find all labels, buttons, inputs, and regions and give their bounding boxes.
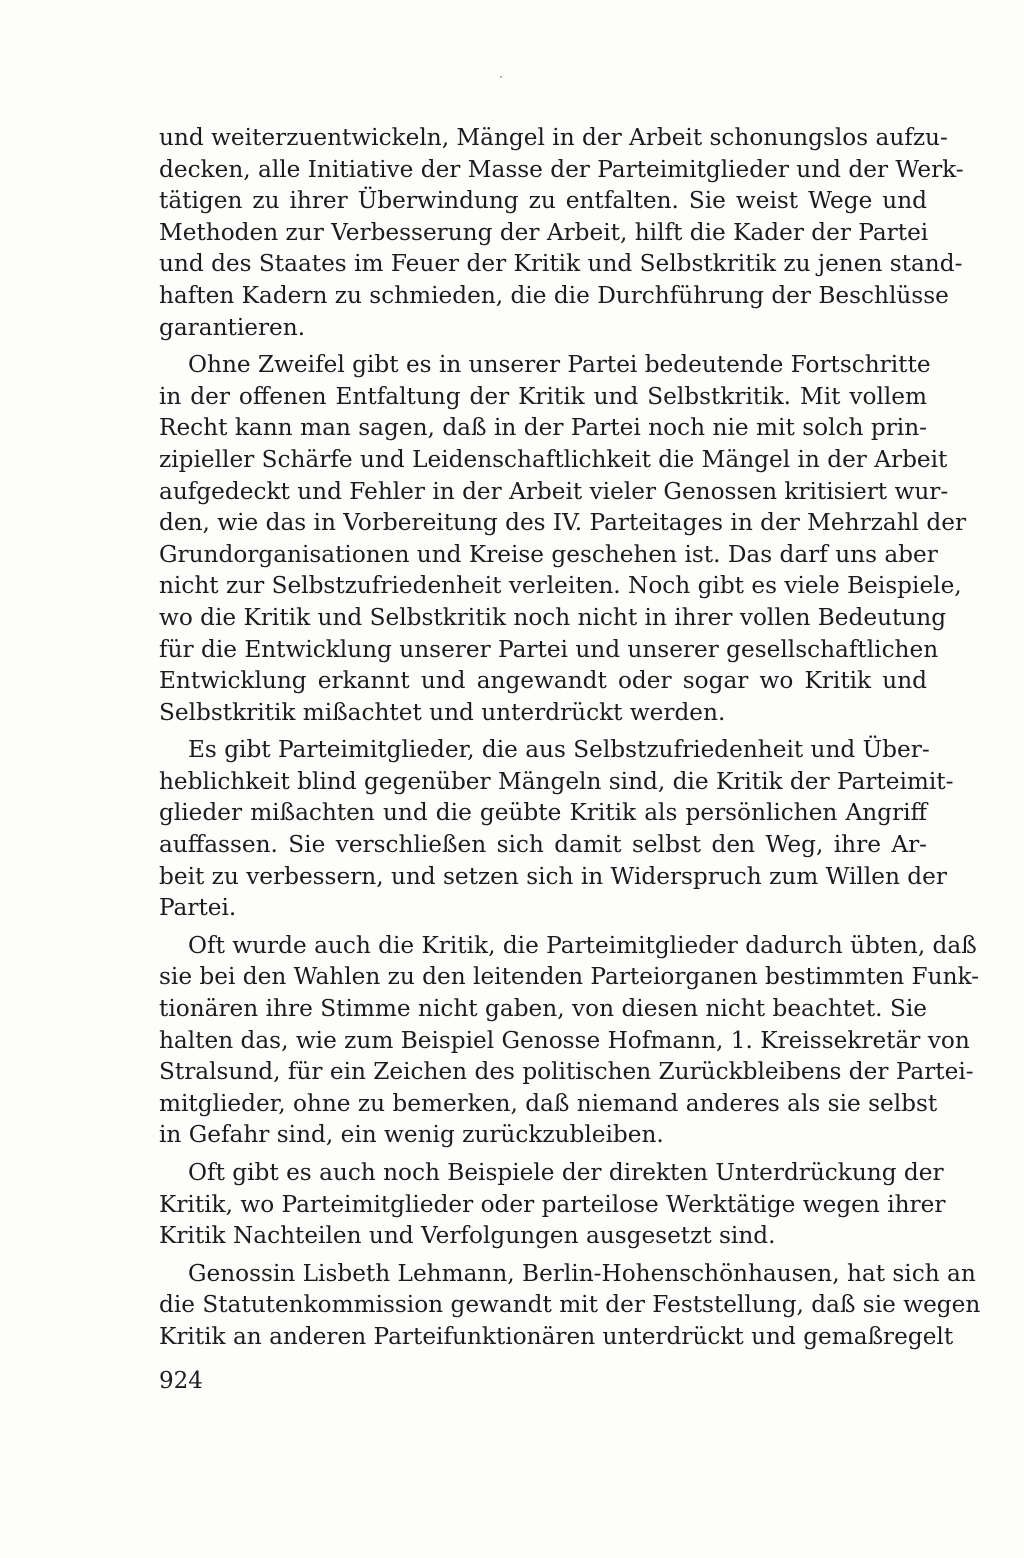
- paragraph-4: [159, 930, 979, 1151]
- text-line: heblichkeit blind gegenüber Mängeln sind, die Kritik der Parteimit-: [159, 767, 954, 795]
- page-number: 924: [159, 1368, 203, 1394]
- text-line: decken, alle Initiative der Masse der Parteimitglieder und der Werk-: [159, 155, 964, 183]
- text-line: Kritik Nachteilen und Verfolgungen ausgesetzt sind.: [159, 1222, 776, 1250]
- text-line: glieder mißachten und die geübte Kritik als persönlichen Angriff: [159, 799, 927, 827]
- paragraph-3: [159, 734, 954, 924]
- text-line: nicht zur Selbstzufriedenheit verleiten. Noch gibt es viele Beispiele,: [159, 572, 962, 600]
- scan-speck: [500, 76, 502, 78]
- text-line: Ohne Zweifel gibt es in unserer Partei bedeutende Fortschritte: [188, 351, 931, 379]
- text-line: auffassen. Sie verschließen sich damit selbst den Weg, ihre Ar-: [159, 831, 927, 859]
- text-line: Oft gibt es auch noch Beispiele der direkten Unterdrückung der: [188, 1159, 944, 1186]
- text-line: in Gefahr sind, ein wenig zurückzubleiben.: [159, 1121, 664, 1149]
- text-line: tätigen zu ihrer Überwindung zu entfalten. Sie weist Wege und: [159, 187, 927, 215]
- text-line: und des Staates im Feuer der Kritik und Selbstkritik zu jenen stand-: [159, 250, 963, 278]
- text-line: den, wie das in Vorbereitung des IV. Parteitages in der Mehrzahl der: [159, 509, 967, 537]
- text-line: haften Kadern zu schmieden, die die Durchführung der Beschlüsse: [159, 281, 949, 309]
- body-text: [159, 122, 981, 1359]
- text-line: Recht kann man sagen, daß in der Partei noch nie mit solch prin-: [159, 414, 927, 442]
- text-line: Kritik, wo Parteimitglieder oder parteilose Werktätige wegen ihrer: [159, 1190, 946, 1218]
- text-line: Es gibt Parteimitglieder, die aus Selbstzufriedenheit und Über-: [188, 736, 930, 764]
- text-line: in der offenen Entfaltung der Kritik und Selbstkritik. Mit vollem: [159, 382, 927, 410]
- paragraph-5: [159, 1157, 946, 1252]
- text-line: mitglieder, ohne zu bemerken, daß niemand anderes als sie selbst: [159, 1089, 938, 1117]
- paragraph-6: [159, 1258, 981, 1353]
- text-line: und weiterzuentwickeln, Mängel in der Arbeit schonungslos aufzu-: [159, 124, 948, 151]
- text-line: beit zu verbessern, und setzen sich in Widerspruch zum Willen der: [159, 862, 947, 890]
- text-line: aufgedeckt und Fehler in der Arbeit vieler Genossen kritisiert wur-: [159, 477, 949, 505]
- text-line: Grundorganisationen und Kreise geschehen ist. Das darf uns aber: [159, 540, 938, 568]
- text-line: Selbstkritik mißachtet und unterdrückt werden.: [159, 698, 726, 726]
- text-line: sie bei den Wahlen zu den leitenden Parteiorganen bestimmten Funk-: [159, 963, 979, 991]
- text-line: zipieller Schärfe und Leidenschaftlichkeit die Mängel in der Arbeit: [159, 445, 948, 473]
- text-line: Kritik an anderen Parteifunktionären unterdrückt und gemaßregelt: [159, 1322, 954, 1350]
- text-line: Stralsund, für ein Zeichen des politischen Zurückbleibens der Partei-: [159, 1058, 974, 1086]
- text-line: garantieren.: [159, 313, 306, 341]
- paragraph-2: [159, 349, 967, 728]
- text-line: tionären ihre Stimme nicht gaben, von diesen nicht beachtet. Sie: [159, 995, 927, 1023]
- text-line: Genossin Lisbeth Lehmann, Berlin-Hohenschönhausen, hat sich an: [188, 1259, 976, 1287]
- text-line: Entwicklung erkannt und angewandt oder sogar wo Kritik und: [159, 667, 927, 695]
- text-line: wo die Kritik und Selbstkritik noch nicht in ihrer vollen Bedeutung: [159, 603, 947, 631]
- text-line: Oft wurde auch die Kritik, die Parteimitglieder dadurch übten, daß: [188, 931, 977, 959]
- text-line: halten das, wie zum Beispiel Genosse Hofmann, 1. Kreissekretär von: [159, 1026, 970, 1054]
- text-line: Methoden zur Verbesserung der Arbeit, hilft die Kader der Partei: [159, 218, 929, 246]
- text-line: die Statutenkommission gewandt mit der Feststellung, daß sie wegen: [159, 1291, 981, 1319]
- paragraph-1: [159, 122, 964, 343]
- text-line: Partei.: [159, 894, 237, 922]
- text-line: für die Entwicklung unserer Partei und unserer gesellschaftlichen: [159, 635, 939, 663]
